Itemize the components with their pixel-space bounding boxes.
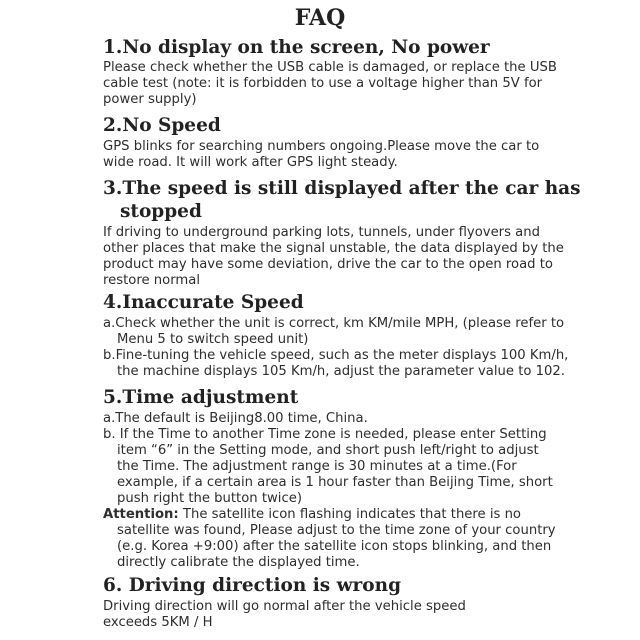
section-2-body bbox=[103, 139, 543, 171]
body-line: item “6” in the Setting mode, and short push left/right to adjust bbox=[117, 443, 539, 458]
body-line: Menu 5 to switch speed unit) bbox=[117, 332, 309, 347]
body-line: (e.g. Korea +9:00) after the satellite icon stops blinking, and then bbox=[117, 539, 552, 554]
body-line: Driving direction will go normal after the vehicle speed bbox=[103, 599, 466, 614]
body-line: directly calibrate the displayed time. bbox=[117, 555, 360, 570]
section-5-heading: 5.Time adjustment bbox=[103, 387, 299, 408]
body-line: a.The default is Beijing8.00 time, China. bbox=[103, 411, 368, 426]
attention-line bbox=[103, 507, 543, 523]
body-line: restore normal bbox=[103, 273, 200, 288]
body-line: example, if a certain area is 1 hour faster than Beijing Time, short bbox=[117, 475, 553, 490]
body-line: push right the button twice) bbox=[117, 491, 302, 506]
attention-text: The satellite icon flashing indicates that there is no bbox=[182, 507, 522, 522]
body-line: the machine displays 105 Km/h, adjust the parameter value to 102. bbox=[117, 364, 565, 379]
body-line: power supply) bbox=[103, 92, 197, 107]
section-1-body bbox=[103, 60, 557, 108]
section-6-heading: 6. Driving direction is wrong bbox=[103, 575, 402, 596]
body-line: satellite was found, Please adjust to the time zone of your country bbox=[117, 523, 556, 538]
section-5-body bbox=[103, 411, 556, 571]
body-line: product may have some deviation, drive the car to the open road to bbox=[103, 257, 553, 272]
section-4-body bbox=[103, 316, 569, 380]
body-line: wide road. It will work after GPS light steady. bbox=[103, 155, 398, 170]
body-line: Please check whether the USB cable is damaged, or replace the USB bbox=[103, 60, 557, 75]
section-4-heading: 4.Inaccurate Speed bbox=[103, 292, 304, 313]
body-line: GPS blinks for searching numbers ongoing.Please move the car to bbox=[103, 139, 540, 154]
body-line: the Time. The adjustment range is 30 minutes at a time.(For bbox=[117, 459, 517, 474]
section-3-heading-line-1: 3.The speed is still displayed after the car has bbox=[103, 178, 581, 199]
attention-label: Attention: bbox=[103, 507, 179, 522]
body-line: a.Check whether the unit is correct, km KM/mile MPH, (please refer to bbox=[103, 316, 565, 331]
body-line: b. If the Time to another Time zone is needed, please enter Setting bbox=[103, 427, 547, 442]
section-1-heading: 1.No display on the screen, No power bbox=[103, 37, 490, 58]
page-title: FAQ bbox=[294, 5, 346, 31]
body-line: exceeds 5KM / H bbox=[103, 615, 213, 630]
body-line: b.Fine-tuning the vehicle speed, such as the meter displays 100 Km/h, bbox=[103, 348, 569, 363]
body-line: cable test (note: it is forbidden to use a voltage higher than 5V for bbox=[103, 76, 543, 91]
section-3-body bbox=[103, 225, 564, 289]
section-6-body bbox=[103, 599, 543, 631]
body-line: other places that make the signal unstable, the data displayed by the bbox=[103, 241, 564, 256]
body-line: If driving to underground parking lots, tunnels, under flyovers and bbox=[103, 225, 540, 240]
section-2-heading: 2.No Speed bbox=[103, 115, 221, 136]
section-3-heading-line-2: stopped bbox=[120, 201, 202, 222]
